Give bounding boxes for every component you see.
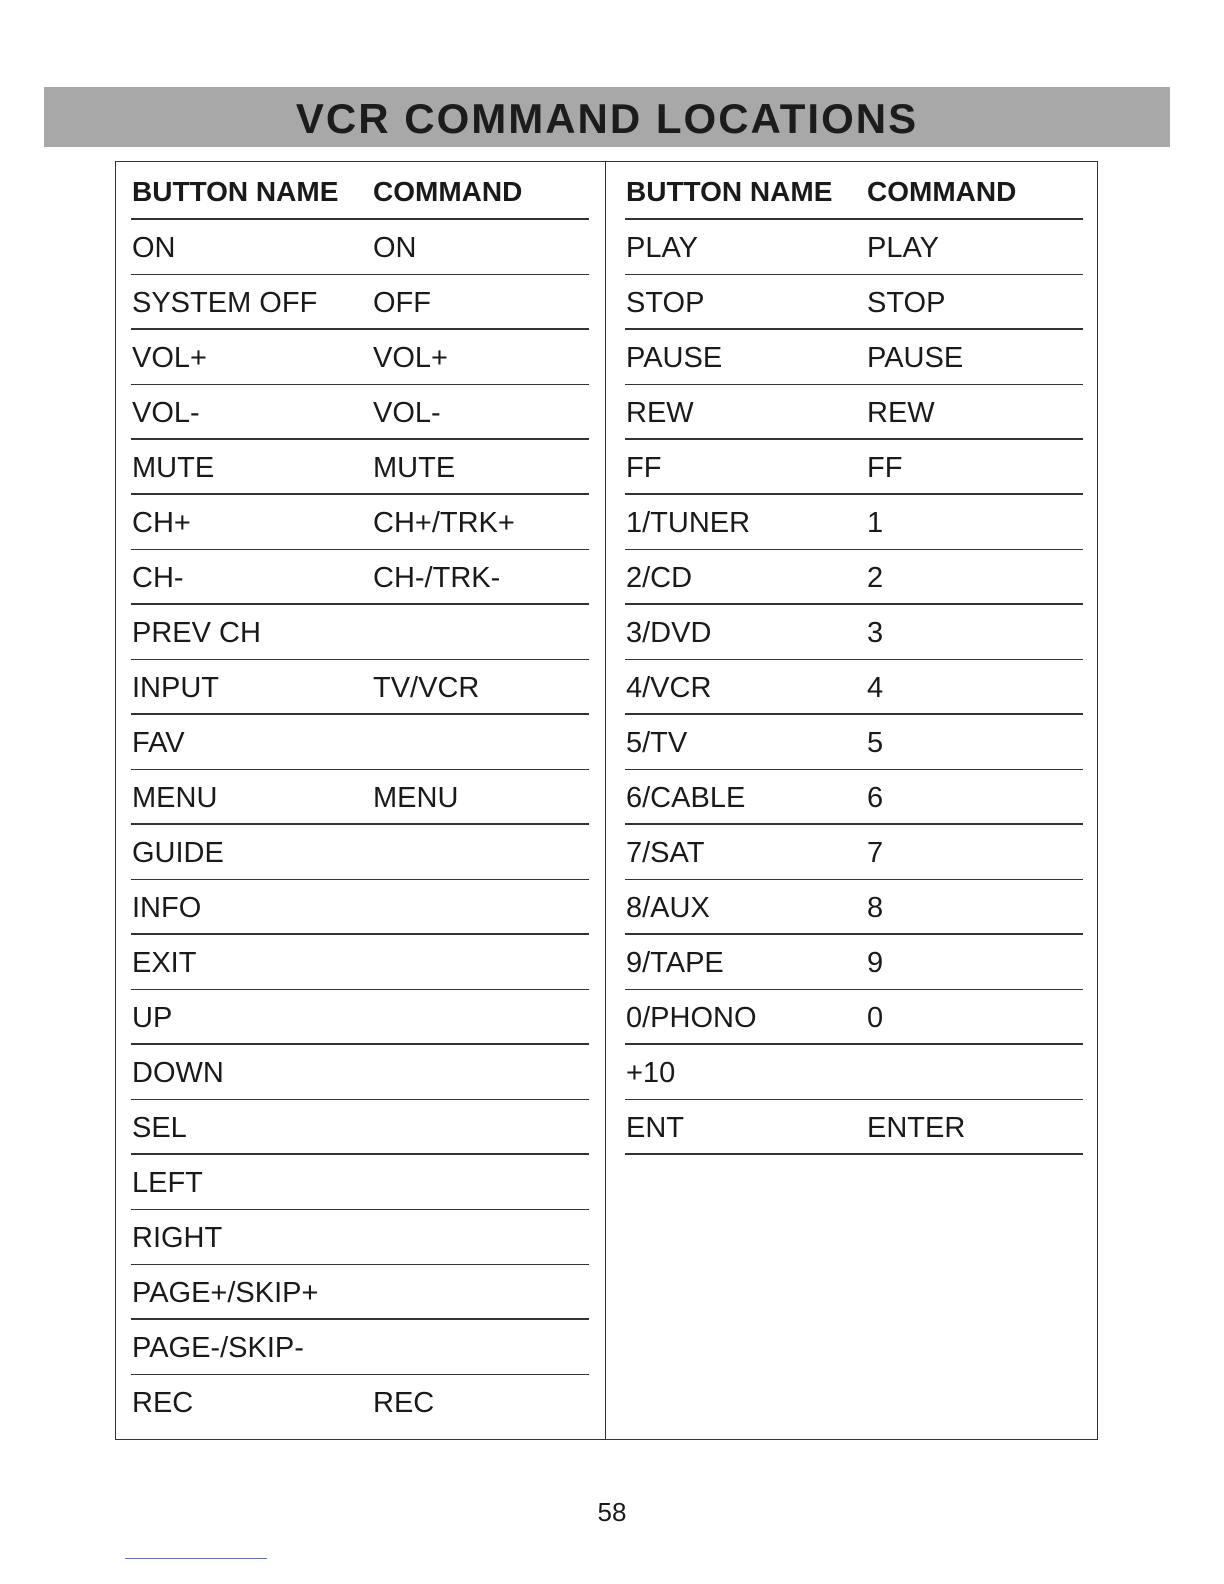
button-name: INFO xyxy=(132,892,202,924)
table-row xyxy=(625,825,1083,880)
command: ON xyxy=(373,232,417,264)
table-row xyxy=(131,1375,589,1430)
button-name: PAUSE xyxy=(626,342,723,374)
column-divider xyxy=(605,162,606,1439)
table-row xyxy=(131,990,589,1045)
command: MUTE xyxy=(373,452,456,484)
table-row xyxy=(131,1100,589,1155)
button-name: 4/VCR xyxy=(626,672,712,704)
button-name: FF xyxy=(626,452,662,484)
command: 3 xyxy=(867,617,884,649)
page-title: VCR COMMAND LOCATIONS xyxy=(295,95,919,142)
table-row xyxy=(131,770,589,825)
table-row xyxy=(625,275,1083,330)
command: ENTER xyxy=(867,1112,966,1144)
right-header-command: COMMAND xyxy=(867,176,1017,207)
table-row xyxy=(131,880,589,935)
button-name: 8/AUX xyxy=(626,892,710,924)
command: 0 xyxy=(867,1002,884,1034)
command: 8 xyxy=(867,892,884,924)
command: REC xyxy=(373,1387,435,1419)
button-name: ENT xyxy=(626,1112,684,1144)
footer-rule xyxy=(125,1558,267,1559)
table-row xyxy=(625,495,1083,550)
button-name: MENU xyxy=(132,782,218,814)
button-name: 7/SAT xyxy=(626,837,705,869)
page-number: 58 xyxy=(597,1497,627,1527)
table-row xyxy=(625,660,1083,715)
left-header-command: COMMAND xyxy=(373,176,523,207)
left-header-button-name: BUTTON NAME xyxy=(132,176,339,207)
table-row xyxy=(131,385,589,440)
table-row xyxy=(131,935,589,990)
table-row xyxy=(625,935,1083,990)
button-name: 5/TV xyxy=(626,727,688,759)
button-name: RIGHT xyxy=(132,1222,223,1254)
button-name: PREV CH xyxy=(132,617,261,649)
button-name: SYSTEM OFF xyxy=(132,287,318,319)
table-row xyxy=(625,385,1083,440)
table-row xyxy=(625,605,1083,660)
table-row xyxy=(131,660,589,715)
table-row xyxy=(625,990,1083,1045)
command: 5 xyxy=(867,727,884,759)
command: PLAY xyxy=(867,232,940,264)
button-name: +10 xyxy=(626,1057,676,1089)
button-name: SEL xyxy=(132,1112,187,1144)
table-row xyxy=(625,330,1083,385)
table-row xyxy=(131,715,589,770)
command: FF xyxy=(867,452,903,484)
button-name: CH+ xyxy=(132,507,191,539)
button-name: VOL- xyxy=(132,397,200,429)
title-banner xyxy=(44,87,1170,147)
button-name: PAGE+/SKIP+ xyxy=(132,1277,319,1309)
button-name: FAV xyxy=(132,727,185,759)
button-name: PAGE-/SKIP- xyxy=(132,1332,304,1364)
command: 9 xyxy=(867,947,884,979)
command: MENU xyxy=(373,782,459,814)
table-row xyxy=(625,220,1083,275)
table-row xyxy=(131,330,589,385)
command: 2 xyxy=(867,562,884,594)
button-name: REW xyxy=(626,397,694,429)
right-header-row xyxy=(625,162,1083,220)
button-name: INPUT xyxy=(132,672,219,704)
button-name: UP xyxy=(132,1002,173,1034)
table-row xyxy=(625,1100,1083,1155)
command: TV/VCR xyxy=(373,672,480,704)
button-name: 1/TUNER xyxy=(626,507,751,539)
table-row xyxy=(131,495,589,550)
command-table xyxy=(115,161,1098,1440)
button-name: PLAY xyxy=(626,232,699,264)
table-row xyxy=(625,715,1083,770)
table-row xyxy=(131,1265,589,1320)
command: 7 xyxy=(867,837,884,869)
command: CH+/TRK+ xyxy=(373,507,515,539)
left-header-row xyxy=(131,162,589,220)
button-name: 6/CABLE xyxy=(626,782,746,814)
table-row xyxy=(625,770,1083,825)
right-header-button-name: BUTTON NAME xyxy=(626,176,833,207)
table-row xyxy=(131,440,589,495)
button-name: VOL+ xyxy=(132,342,207,374)
table-row xyxy=(131,1210,589,1265)
table-row xyxy=(131,220,589,275)
command: 6 xyxy=(867,782,884,814)
button-name: 3/DVD xyxy=(626,617,712,649)
command: REW xyxy=(867,397,935,429)
command: 4 xyxy=(867,672,884,704)
table-row xyxy=(131,825,589,880)
command: STOP xyxy=(867,287,946,319)
right-command-list xyxy=(625,162,1083,1155)
command: VOL- xyxy=(373,397,441,429)
table-row xyxy=(131,1155,589,1210)
table-row xyxy=(131,275,589,330)
command: VOL+ xyxy=(373,342,448,374)
table-row xyxy=(131,1045,589,1100)
left-command-list xyxy=(131,162,589,1430)
button-name: 9/TAPE xyxy=(626,947,724,979)
table-row xyxy=(131,605,589,660)
table-row xyxy=(131,550,589,605)
table-row xyxy=(625,1045,1083,1100)
button-name: LEFT xyxy=(132,1167,203,1199)
button-name: 0/PHONO xyxy=(626,1002,757,1034)
table-row xyxy=(625,880,1083,935)
button-name: GUIDE xyxy=(132,837,224,869)
button-name: DOWN xyxy=(132,1057,224,1089)
button-name: REC xyxy=(132,1387,194,1419)
table-row xyxy=(625,550,1083,605)
table-row xyxy=(625,440,1083,495)
button-name: 2/CD xyxy=(626,562,693,594)
table-row xyxy=(131,1320,589,1375)
button-name: STOP xyxy=(626,287,705,319)
button-name: MUTE xyxy=(132,452,215,484)
command: OFF xyxy=(373,287,431,319)
command: PAUSE xyxy=(867,342,964,374)
command: 1 xyxy=(867,507,884,539)
button-name: ON xyxy=(132,232,176,264)
button-name: CH- xyxy=(132,562,184,594)
button-name: EXIT xyxy=(132,947,197,979)
command: CH-/TRK- xyxy=(373,562,501,594)
